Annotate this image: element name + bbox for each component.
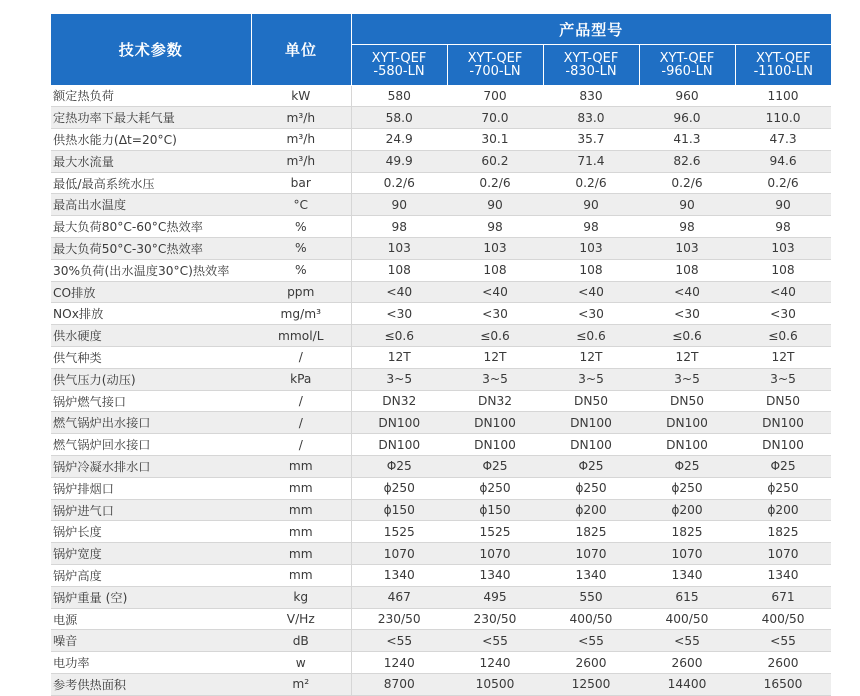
param-name: 锅炉冷凝水排水口 bbox=[51, 456, 251, 478]
unit-cell: kW bbox=[251, 85, 351, 107]
param-name: 供热水能力(Δt=20°C) bbox=[51, 129, 251, 151]
value-cell: 580 bbox=[351, 85, 447, 107]
value-cell: 24.9 bbox=[351, 129, 447, 151]
value-cell: ϕ150 bbox=[351, 499, 447, 521]
value-cell: 96.0 bbox=[639, 107, 735, 129]
value-cell: 12T bbox=[351, 347, 447, 369]
value-cell: <40 bbox=[351, 281, 447, 303]
value-cell: 0.2/6 bbox=[543, 172, 639, 194]
value-cell: DN32 bbox=[351, 390, 447, 412]
value-cell: 3~5 bbox=[735, 368, 831, 390]
value-cell: DN32 bbox=[447, 390, 543, 412]
unit-cell: % bbox=[251, 238, 351, 260]
param-name: 供气压力(动压) bbox=[51, 368, 251, 390]
table-row bbox=[51, 281, 831, 303]
unit-column-header: 单位 bbox=[251, 14, 351, 85]
value-cell: 1070 bbox=[351, 543, 447, 565]
param-name: 额定热负荷 bbox=[51, 85, 251, 107]
model-header-2 bbox=[543, 45, 639, 86]
value-cell: Φ25 bbox=[735, 456, 831, 478]
value-cell: 30.1 bbox=[447, 129, 543, 151]
model-header-3 bbox=[639, 45, 735, 86]
unit-cell: mm bbox=[251, 521, 351, 543]
value-cell: 98 bbox=[447, 216, 543, 238]
unit-cell: mm bbox=[251, 477, 351, 499]
unit-cell: w bbox=[251, 652, 351, 674]
table-row bbox=[51, 543, 831, 565]
value-cell: Φ25 bbox=[543, 456, 639, 478]
unit-cell: m² bbox=[251, 674, 351, 696]
value-cell: 70.0 bbox=[447, 107, 543, 129]
table-row bbox=[51, 150, 831, 172]
value-cell: 12T bbox=[735, 347, 831, 369]
value-cell: DN50 bbox=[639, 390, 735, 412]
value-cell: 110.0 bbox=[735, 107, 831, 129]
value-cell: 108 bbox=[543, 259, 639, 281]
value-cell: ≤0.6 bbox=[543, 325, 639, 347]
value-cell: 400/50 bbox=[735, 608, 831, 630]
unit-cell: ppm bbox=[251, 281, 351, 303]
value-cell: 467 bbox=[351, 586, 447, 608]
value-cell: 2600 bbox=[543, 652, 639, 674]
param-name: 供气种类 bbox=[51, 347, 251, 369]
unit-cell: kPa bbox=[251, 368, 351, 390]
value-cell: 2600 bbox=[639, 652, 735, 674]
value-cell: DN100 bbox=[639, 412, 735, 434]
value-cell: <55 bbox=[447, 630, 543, 652]
value-cell: 1340 bbox=[735, 565, 831, 587]
unit-cell: / bbox=[251, 412, 351, 434]
unit-cell: m³/h bbox=[251, 150, 351, 172]
table-row bbox=[51, 630, 831, 652]
value-cell: DN50 bbox=[543, 390, 639, 412]
value-cell: 0.2/6 bbox=[639, 172, 735, 194]
table-body bbox=[51, 85, 831, 695]
value-cell: 12T bbox=[543, 347, 639, 369]
value-cell: 90 bbox=[543, 194, 639, 216]
table-row bbox=[51, 608, 831, 630]
value-cell: <55 bbox=[639, 630, 735, 652]
spec-table-container bbox=[51, 14, 831, 696]
unit-cell: m³/h bbox=[251, 129, 351, 151]
table-row bbox=[51, 456, 831, 478]
value-cell: <40 bbox=[639, 281, 735, 303]
value-cell: ϕ200 bbox=[735, 499, 831, 521]
value-cell: 1070 bbox=[639, 543, 735, 565]
value-cell: 108 bbox=[639, 259, 735, 281]
param-name: 定热功率下最大耗气量 bbox=[51, 107, 251, 129]
param-name: 最低/最高系统水压 bbox=[51, 172, 251, 194]
value-cell: 1070 bbox=[447, 543, 543, 565]
model-header-4 bbox=[735, 45, 831, 86]
value-cell: 49.9 bbox=[351, 150, 447, 172]
value-cell: 41.3 bbox=[639, 129, 735, 151]
value-cell: 700 bbox=[447, 85, 543, 107]
model-name: XYT-QEF -580-LN bbox=[371, 51, 427, 79]
table-row bbox=[51, 390, 831, 412]
model-name: XYT-QEF -960-LN bbox=[659, 51, 715, 79]
param-name: 最大水流量 bbox=[51, 150, 251, 172]
value-cell: ≤0.6 bbox=[447, 325, 543, 347]
unit-cell: dB bbox=[251, 630, 351, 652]
value-cell: ϕ250 bbox=[351, 477, 447, 499]
table-row bbox=[51, 347, 831, 369]
table-row bbox=[51, 85, 831, 107]
value-cell: 90 bbox=[639, 194, 735, 216]
value-cell: 0.2/6 bbox=[447, 172, 543, 194]
value-cell: 1340 bbox=[543, 565, 639, 587]
value-cell: 103 bbox=[543, 238, 639, 260]
table-row bbox=[51, 586, 831, 608]
table-row bbox=[51, 674, 831, 696]
value-cell: <30 bbox=[351, 303, 447, 325]
value-cell: 615 bbox=[639, 586, 735, 608]
unit-cell: mmol/L bbox=[251, 325, 351, 347]
value-cell: 671 bbox=[735, 586, 831, 608]
value-cell: DN100 bbox=[735, 412, 831, 434]
value-cell: 0.2/6 bbox=[735, 172, 831, 194]
value-cell: Φ25 bbox=[639, 456, 735, 478]
unit-cell: m³/h bbox=[251, 107, 351, 129]
value-cell: 12T bbox=[447, 347, 543, 369]
value-cell: 108 bbox=[351, 259, 447, 281]
value-cell: <30 bbox=[735, 303, 831, 325]
param-name: 燃气锅炉回水接口 bbox=[51, 434, 251, 456]
value-cell: 400/50 bbox=[639, 608, 735, 630]
unit-cell: / bbox=[251, 347, 351, 369]
value-cell: DN100 bbox=[543, 412, 639, 434]
param-name: NOx排放 bbox=[51, 303, 251, 325]
value-cell: 3~5 bbox=[543, 368, 639, 390]
value-cell: 8700 bbox=[351, 674, 447, 696]
model-header-0 bbox=[351, 45, 447, 86]
table-row bbox=[51, 565, 831, 587]
table-row bbox=[51, 325, 831, 347]
value-cell: 16500 bbox=[735, 674, 831, 696]
value-cell: DN100 bbox=[543, 434, 639, 456]
param-name: 30%负荷(出水温度30°C)热效率 bbox=[51, 259, 251, 281]
table-row bbox=[51, 499, 831, 521]
value-cell: DN100 bbox=[447, 412, 543, 434]
unit-cell: kg bbox=[251, 586, 351, 608]
value-cell: 12500 bbox=[543, 674, 639, 696]
value-cell: 14400 bbox=[639, 674, 735, 696]
param-name: 噪音 bbox=[51, 630, 251, 652]
param-name: 锅炉排烟口 bbox=[51, 477, 251, 499]
unit-cell: / bbox=[251, 390, 351, 412]
param-column-header: 技术参数 bbox=[51, 14, 251, 85]
param-name: 最大负荷50°C-30°C热效率 bbox=[51, 238, 251, 260]
value-cell: ϕ250 bbox=[735, 477, 831, 499]
value-cell: <55 bbox=[543, 630, 639, 652]
value-cell: 60.2 bbox=[447, 150, 543, 172]
value-cell: ϕ150 bbox=[447, 499, 543, 521]
param-name: 锅炉进气口 bbox=[51, 499, 251, 521]
value-cell: 103 bbox=[351, 238, 447, 260]
value-cell: 1070 bbox=[735, 543, 831, 565]
value-cell: 1240 bbox=[447, 652, 543, 674]
table-row bbox=[51, 194, 831, 216]
value-cell: ϕ250 bbox=[639, 477, 735, 499]
param-name: 最高出水温度 bbox=[51, 194, 251, 216]
value-cell: 830 bbox=[543, 85, 639, 107]
value-cell: <30 bbox=[639, 303, 735, 325]
value-cell: <30 bbox=[543, 303, 639, 325]
table-row bbox=[51, 216, 831, 238]
value-cell: 1340 bbox=[447, 565, 543, 587]
unit-cell: V/Hz bbox=[251, 608, 351, 630]
table-row bbox=[51, 107, 831, 129]
param-name: 锅炉燃气接口 bbox=[51, 390, 251, 412]
spec-table bbox=[51, 14, 831, 696]
value-cell: 58.0 bbox=[351, 107, 447, 129]
unit-cell: mm bbox=[251, 565, 351, 587]
value-cell: 98 bbox=[735, 216, 831, 238]
value-cell: <40 bbox=[447, 281, 543, 303]
unit-cell: mm bbox=[251, 543, 351, 565]
value-cell: 90 bbox=[447, 194, 543, 216]
param-name: 电功率 bbox=[51, 652, 251, 674]
model-name: XYT-QEF -1100-LN bbox=[753, 51, 813, 79]
param-name: 最大负荷80°C-60°C热效率 bbox=[51, 216, 251, 238]
param-name: 供水硬度 bbox=[51, 325, 251, 347]
param-name: 锅炉宽度 bbox=[51, 543, 251, 565]
value-cell: ≤0.6 bbox=[351, 325, 447, 347]
table-row bbox=[51, 521, 831, 543]
value-cell: 12T bbox=[639, 347, 735, 369]
value-cell: <55 bbox=[735, 630, 831, 652]
value-cell: DN50 bbox=[735, 390, 831, 412]
value-cell: 98 bbox=[639, 216, 735, 238]
value-cell: 3~5 bbox=[351, 368, 447, 390]
table-row bbox=[51, 368, 831, 390]
value-cell: 1100 bbox=[735, 85, 831, 107]
value-cell: <40 bbox=[543, 281, 639, 303]
value-cell: 82.6 bbox=[639, 150, 735, 172]
value-cell: 90 bbox=[735, 194, 831, 216]
value-cell: 35.7 bbox=[543, 129, 639, 151]
value-cell: 495 bbox=[447, 586, 543, 608]
value-cell: Φ25 bbox=[447, 456, 543, 478]
table-row bbox=[51, 434, 831, 456]
table-row bbox=[51, 303, 831, 325]
value-cell: ϕ250 bbox=[447, 477, 543, 499]
unit-cell: mg/m³ bbox=[251, 303, 351, 325]
value-cell: 71.4 bbox=[543, 150, 639, 172]
value-cell: 960 bbox=[639, 85, 735, 107]
value-cell: 47.3 bbox=[735, 129, 831, 151]
table-row bbox=[51, 652, 831, 674]
param-name: 参考供热面积 bbox=[51, 674, 251, 696]
value-cell: <40 bbox=[735, 281, 831, 303]
value-cell: DN100 bbox=[351, 412, 447, 434]
model-name: XYT-QEF -700-LN bbox=[467, 51, 523, 79]
value-cell: 90 bbox=[351, 194, 447, 216]
value-cell: 94.6 bbox=[735, 150, 831, 172]
table-row bbox=[51, 412, 831, 434]
value-cell: 103 bbox=[447, 238, 543, 260]
value-cell: ϕ200 bbox=[639, 499, 735, 521]
value-cell: 1240 bbox=[351, 652, 447, 674]
value-cell: 108 bbox=[735, 259, 831, 281]
model-name: XYT-QEF -830-LN bbox=[563, 51, 619, 79]
value-cell: 1825 bbox=[543, 521, 639, 543]
table-header bbox=[51, 14, 831, 85]
param-name: 燃气锅炉出水接口 bbox=[51, 412, 251, 434]
unit-cell: °C bbox=[251, 194, 351, 216]
value-cell: DN100 bbox=[447, 434, 543, 456]
value-cell: 10500 bbox=[447, 674, 543, 696]
value-cell: 1825 bbox=[735, 521, 831, 543]
value-cell: <55 bbox=[351, 630, 447, 652]
value-cell: 230/50 bbox=[447, 608, 543, 630]
value-cell: ϕ250 bbox=[543, 477, 639, 499]
value-cell: 103 bbox=[639, 238, 735, 260]
table-row bbox=[51, 259, 831, 281]
unit-cell: % bbox=[251, 216, 351, 238]
value-cell: ≤0.6 bbox=[735, 325, 831, 347]
value-cell: DN100 bbox=[351, 434, 447, 456]
value-cell: ≤0.6 bbox=[639, 325, 735, 347]
unit-cell: mm bbox=[251, 499, 351, 521]
value-cell: 1070 bbox=[543, 543, 639, 565]
value-cell: 1525 bbox=[447, 521, 543, 543]
value-cell: 98 bbox=[543, 216, 639, 238]
value-cell: 550 bbox=[543, 586, 639, 608]
value-cell: 83.0 bbox=[543, 107, 639, 129]
value-cell: Φ25 bbox=[351, 456, 447, 478]
model-header-1 bbox=[447, 45, 543, 86]
param-name: 锅炉长度 bbox=[51, 521, 251, 543]
table-row bbox=[51, 238, 831, 260]
unit-cell: bar bbox=[251, 172, 351, 194]
value-cell: 1340 bbox=[351, 565, 447, 587]
param-name: 锅炉高度 bbox=[51, 565, 251, 587]
unit-cell: / bbox=[251, 434, 351, 456]
param-name: 锅炉重量 (空) bbox=[51, 586, 251, 608]
value-cell: ϕ200 bbox=[543, 499, 639, 521]
model-group-header: 产品型号 bbox=[351, 14, 831, 45]
table-row bbox=[51, 477, 831, 499]
value-cell: 1825 bbox=[639, 521, 735, 543]
value-cell: 230/50 bbox=[351, 608, 447, 630]
value-cell: 0.2/6 bbox=[351, 172, 447, 194]
unit-cell: mm bbox=[251, 456, 351, 478]
value-cell: 1525 bbox=[351, 521, 447, 543]
unit-cell: % bbox=[251, 259, 351, 281]
value-cell: 1340 bbox=[639, 565, 735, 587]
value-cell: 108 bbox=[447, 259, 543, 281]
value-cell: 103 bbox=[735, 238, 831, 260]
value-cell: 400/50 bbox=[543, 608, 639, 630]
value-cell: 2600 bbox=[735, 652, 831, 674]
table-row bbox=[51, 172, 831, 194]
value-cell: DN100 bbox=[735, 434, 831, 456]
value-cell: DN100 bbox=[639, 434, 735, 456]
value-cell: 98 bbox=[351, 216, 447, 238]
param-name: 电源 bbox=[51, 608, 251, 630]
table-row bbox=[51, 129, 831, 151]
value-cell: 3~5 bbox=[639, 368, 735, 390]
value-cell: <30 bbox=[447, 303, 543, 325]
param-name: CO排放 bbox=[51, 281, 251, 303]
value-cell: 3~5 bbox=[447, 368, 543, 390]
